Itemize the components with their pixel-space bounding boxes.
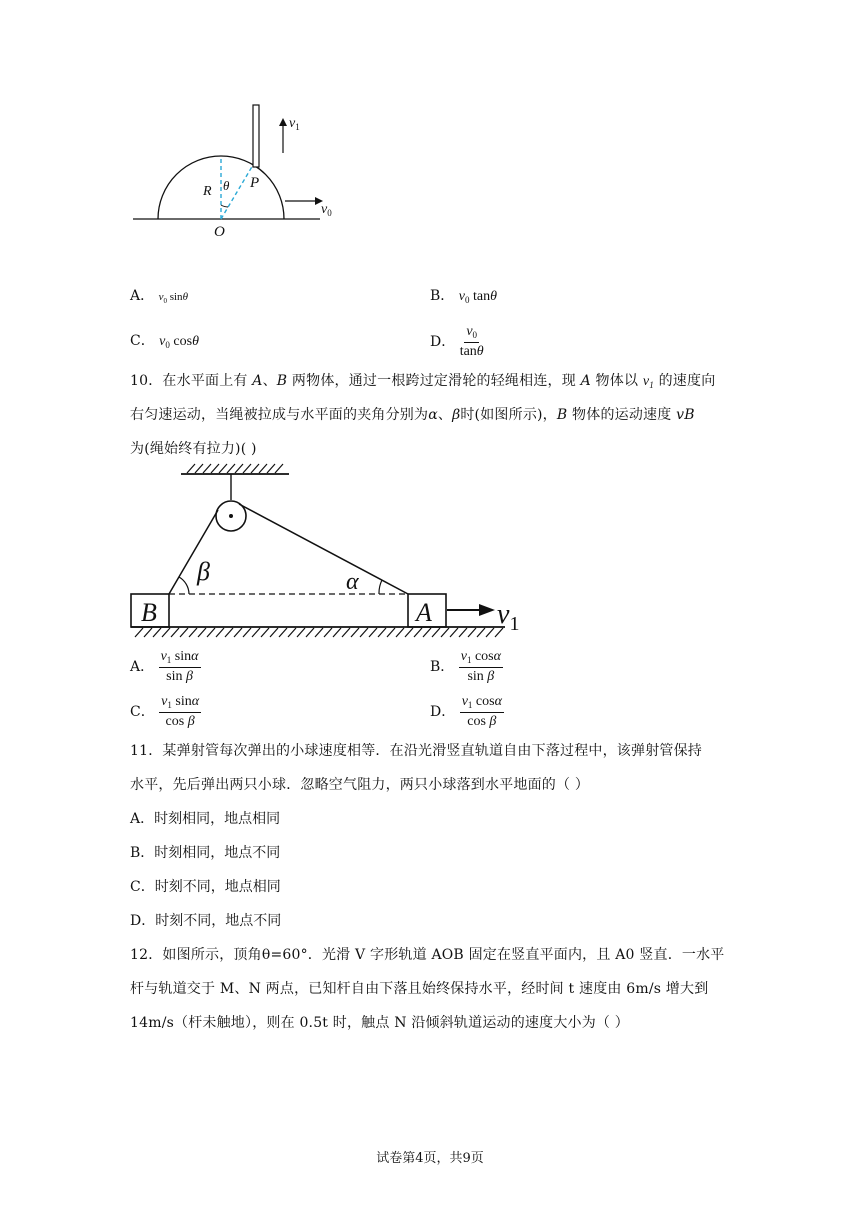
q11-option-d[interactable]: D．时刻不同，地点不同: [130, 913, 282, 929]
q10-label-v1: $v_1$: [497, 599, 520, 635]
option-letter: B．: [430, 288, 455, 304]
q9-label-v1: $v_1$: [289, 116, 300, 132]
option-letter: D．: [430, 704, 456, 720]
q11-stem-line2: 水平，先后弹出两只小球．忽略空气阻力，两只小球落到水平地面的（ ）: [130, 777, 590, 793]
q9-label-theta: θ: [223, 178, 230, 193]
q9-option-b[interactable]: B． $v_0$ tanθ: [430, 288, 497, 305]
q9-option-c[interactable]: C． $v_0$ cosθ: [130, 333, 199, 350]
q10-option-a[interactable]: A． $\frac{v_1 \sin\alpha}{\text{sin β}}$: [130, 649, 199, 684]
q9-figure: [125, 100, 355, 240]
q10-label-A: A: [416, 598, 432, 627]
option-letter: A．: [130, 659, 155, 675]
q11-option-c[interactable]: C．时刻不同，地点相同: [130, 879, 281, 895]
q10-label-beta: β: [197, 557, 210, 586]
option-letter: D．: [430, 334, 456, 350]
option-letter: A．: [130, 288, 155, 304]
page-footer: 试卷第4页，共9页: [376, 1151, 484, 1166]
option-letter: C．: [130, 704, 155, 720]
q9-label-O: O: [214, 224, 225, 240]
option-letter: B．: [430, 659, 455, 675]
q12-stem-line1: 12．如图所示，顶角θ=60°．光滑 V 字形轨道 AOB 固定在竖直平面内，且 A0 竖直．一水平: [130, 947, 725, 963]
q11-stem-line1: 11．某弹射管每次弹出的小球速度相等．在沿光滑竖直轨道自由下落过程中，该弹射管保持: [130, 743, 703, 759]
option-letter: C．: [130, 333, 155, 349]
q11-option-b[interactable]: B．时刻相同，地点不同: [130, 845, 281, 861]
q10-option-c[interactable]: C． $\frac{v_1 \sin\alpha}{\text{cos β}}$: [130, 694, 200, 729]
q9-label-P: P: [250, 175, 260, 191]
q9-label-R: R: [203, 184, 212, 199]
q12-stem-line3: 14m/s（杆未触地），则在 0.5t 时，触点 N 沿倾斜轨道运动的速度大小为（ ）: [130, 1015, 629, 1031]
q10-label-B: B: [141, 598, 157, 627]
q10-option-d[interactable]: D． $\frac{v_1 \cos\alpha}{\text{cos β}}$: [430, 694, 502, 729]
q10-stem-line2: 右匀速运动，当绳被拉成与水平面的夹角分别为α、β时(如图所示)，B 物体的运动速度 vB: [130, 407, 695, 423]
q10-option-b[interactable]: B． $\frac{v_1 \cos\alpha}{\text{sin β}}$: [430, 649, 501, 684]
q9-option-d[interactable]: D． $\frac{v_0}{\tan\theta}$: [430, 324, 484, 359]
q10-stem-line1: 10．在水平面上有 A、B 两物体，通过一根跨过定滑轮的轻绳相连，现 A 物体以 $v_1$ 的速度向: [130, 373, 716, 390]
q12-stem-line2: 杆与轨道交于 M、N 两点，已知杆自由下落且始终保持水平，经时间 t 速度由 6m/s 增大到: [130, 981, 709, 997]
q10-figure: [125, 460, 530, 640]
q10-stem-line3: 为(绳始终有拉力)( ): [130, 441, 257, 457]
q9-label-v0: $v_0$: [321, 202, 332, 218]
q11-option-a[interactable]: A．时刻相同，地点相同: [130, 811, 281, 827]
q10-label-alpha: α: [346, 569, 359, 595]
q9-option-a[interactable]: A． $v_0$ sinθ: [130, 288, 188, 305]
